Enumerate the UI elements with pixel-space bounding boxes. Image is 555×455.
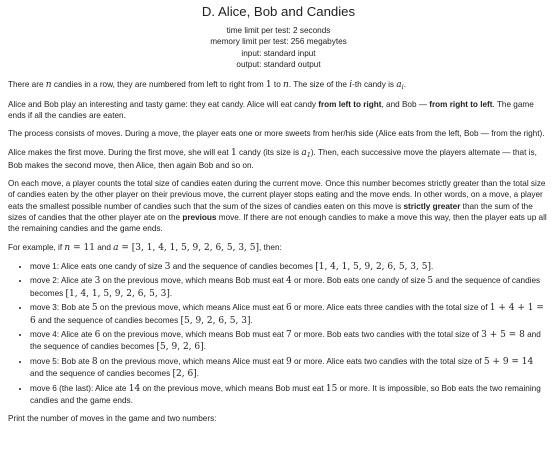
text: move. If there are not enough candies to make a move this way, then the player eats up all the remaining candies and the game ends. — [8, 212, 547, 234]
text: -th candy is — [352, 79, 397, 89]
text: Alice makes the first move. During the first move, she will eat — [8, 147, 231, 157]
text: move 3: Bob ate — [30, 303, 92, 313]
math-n: n — [64, 242, 71, 253]
list-item — [30, 356, 549, 381]
list-item — [30, 383, 549, 407]
text: move 1: Alice eats one candy of size — [30, 261, 165, 271]
text: or more. Alice eats three candies with the total size of — [291, 303, 490, 313]
math: [1, 4, 1, 5, 9, 2, 6, 5, 3, 5] — [315, 261, 431, 272]
statement-paragraph-3: The process consists of moves. During a move, the player eats one or more sweets from her/his side (Alice eats from the left, Bob — from the right). — [8, 129, 545, 139]
math-a: a — [113, 242, 119, 253]
math: 6 — [286, 303, 292, 314]
text: and the sequence of candies becomes — [30, 276, 541, 298]
memory-limit: memory limit per test: 256 megabytes — [210, 37, 347, 47]
math-equation: = 11 — [70, 242, 95, 253]
math: 5 + 9 = 14 — [483, 356, 534, 367]
text: and the sequence of candies becomes — [170, 261, 316, 271]
text: candies in a row, they are numbered from left to right from — [51, 79, 266, 89]
math: 7 — [286, 329, 292, 340]
bold-text: previous — [182, 212, 217, 222]
text: and the sequence of candies becomes — [35, 315, 181, 325]
math: 8 — [91, 356, 98, 367]
math-n: n — [283, 79, 289, 90]
text: . — [169, 288, 173, 298]
math-subscript: i — [401, 82, 404, 91]
math: 5 — [91, 303, 98, 314]
math-one: 1 — [265, 79, 272, 90]
text: than the sum of the sizes of candies that the other player ate on the — [8, 201, 533, 222]
problem-header — [8, 4, 549, 71]
example-intro — [8, 242, 549, 254]
text: to — [271, 79, 284, 89]
text: move 6 (the last): Alice ate — [30, 383, 129, 393]
text: or more. It is impossible, so Bob eats the two remaining candies and the game ends. — [30, 383, 541, 405]
math: 9 — [286, 356, 292, 367]
text: , and Bob — — [381, 99, 430, 109]
list-item — [30, 329, 549, 354]
bold-text: strictly greater — [403, 201, 461, 211]
math-i: i — [349, 79, 353, 90]
text: and the sequence of candies becomes — [30, 329, 541, 352]
math: 1 + 4 + 1 = 6 — [30, 303, 544, 326]
text: There are — [8, 79, 46, 89]
text: or more. Bob eats one candy of size — [291, 276, 428, 286]
text: For example, if — [8, 242, 65, 252]
text: on the previous move, which means Bob must eat — [140, 383, 326, 393]
math-n: n — [45, 79, 52, 90]
bold-text: from right to left — [429, 99, 493, 109]
output-intro: Print the number of moves in the game and two numbers: — [8, 414, 217, 424]
text: on the previous move, which means Bob must eat — [100, 329, 287, 339]
math: 3 — [94, 276, 101, 287]
list-item — [30, 302, 549, 327]
math: [5, 9, 2, 6] — [156, 342, 204, 353]
text: candy (its size is — [236, 147, 302, 157]
text: , then: — [259, 242, 282, 252]
text: . — [250, 315, 253, 325]
text: move 2: Alice ate — [30, 276, 95, 286]
text: or more. Alice eats two candies with the total size of — [291, 356, 484, 366]
text: . — [430, 261, 434, 271]
statement-paragraph-5 — [8, 178, 549, 235]
moves-list — [8, 261, 549, 406]
text: move 4: Alice ate — [30, 329, 95, 339]
text: on the previous move, which means Alice must eat — [97, 303, 287, 313]
math: 3 — [164, 261, 171, 272]
input-spec: input: standard input — [241, 48, 316, 58]
problem-title: D. Alice, Bob and Candies — [201, 4, 356, 19]
statement-paragraph-2 — [8, 99, 549, 122]
math: 4 — [286, 276, 292, 287]
math: 6 — [94, 329, 101, 340]
text: and — [94, 242, 114, 252]
text: . The game ends if all the candies are eaten. — [8, 99, 534, 121]
math-one: 1 — [230, 147, 237, 158]
math-subscript: 1 — [306, 150, 311, 159]
text: . — [403, 79, 407, 89]
math-a: a — [301, 147, 307, 158]
text: and the sequence of candies becomes — [30, 369, 173, 379]
text: Alice and Bob play an interesting and tasty game: they eat candy. Alice will eat candy — [8, 99, 319, 109]
math: [2, 6] — [172, 369, 197, 380]
text: on the previous move, which means Alice must eat — [97, 356, 287, 366]
time-limit: time limit per test: 2 seconds — [226, 25, 331, 35]
math: 14 — [128, 383, 141, 394]
text: . The size of the — [288, 79, 350, 89]
math: [5, 9, 2, 6, 5, 3] — [180, 315, 251, 326]
statement-paragraph-1 — [8, 79, 549, 92]
math: 5 — [427, 276, 434, 287]
math: 15 — [325, 383, 338, 394]
math: 3 + 5 = 8 — [481, 329, 525, 340]
problem-statement — [8, 79, 549, 425]
bold-text: from left to right — [318, 99, 382, 109]
math-a: a — [396, 79, 402, 90]
list-item — [30, 261, 549, 273]
text: . — [196, 369, 199, 379]
text: ). Then, each successive move the players alternate — that is, Bob makes the second move, then Alice, then again Bob and so on. — [8, 147, 537, 170]
text: on the previous move, which means Bob must eat — [100, 276, 287, 286]
text: move 5: Bob ate — [30, 356, 92, 366]
math-equation: = [3, 1, 4, 1, 5, 9, 2, 6, 5, 3, 5] — [118, 242, 260, 253]
list-item — [30, 275, 549, 300]
statement-paragraph-4 — [8, 147, 549, 171]
output-spec: output: standard output — [236, 60, 321, 70]
math: [1, 4, 1, 5, 9, 2, 6, 5, 3] — [65, 288, 170, 299]
text: On each move, a player counts the total size of candies eaten during the current move. Once this number becomes strictly greater than the total size of candies eaten by the other player on their previous move, the current player stops eating and the move ends. In other words, on a move, a player eats the smallest possible number of candies such that the sum of the sizes of candies eaten on this move is — [8, 178, 546, 211]
text: or more. Bob eats two candies with the total size of — [291, 329, 482, 339]
text: . — [203, 342, 206, 352]
